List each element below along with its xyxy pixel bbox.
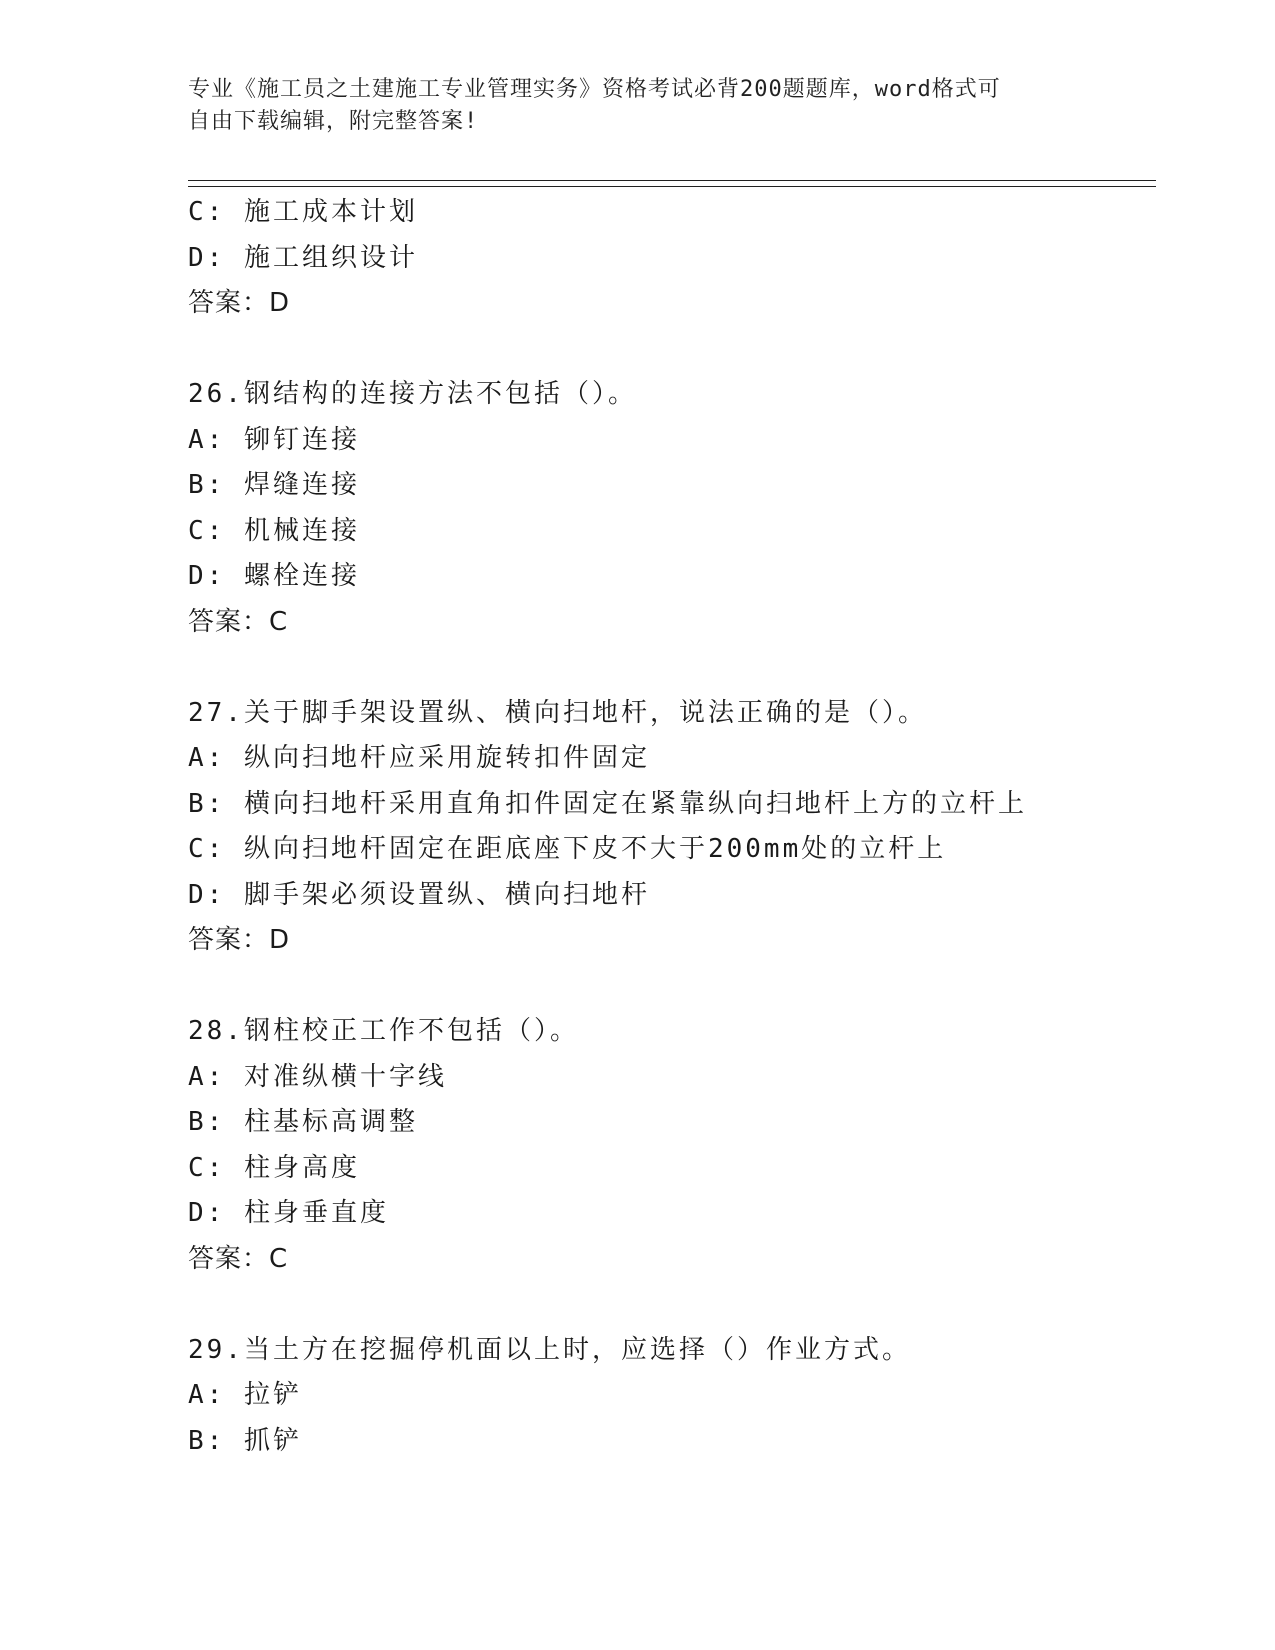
option-c: C: 机械连接 (188, 515, 360, 546)
option-c: C: 施工成本计划 (188, 197, 418, 227)
answer: 答案：C (188, 606, 289, 637)
question-26 (188, 372, 1148, 645)
answer: 答案：C (188, 1243, 289, 1274)
option-c: C: 柱身高度 (188, 1152, 360, 1183)
option-a: A: 对准纵横十字线 (188, 1061, 447, 1092)
answer: 答案：D (188, 925, 291, 955)
header-double-rule (188, 180, 1156, 187)
option-d: D: 螺栓连接 (188, 561, 360, 591)
question-content (188, 190, 1148, 1464)
header-line-1: 专业《施工员之土建施工专业管理实务》资格考试必背200题题库，word格式可 (188, 77, 1001, 102)
header-line-2: 自由下载编辑，附完整答案! (188, 109, 479, 134)
document-header (188, 74, 1068, 138)
question-stem: 28.钢柱校正工作不包括（）。 (188, 1016, 579, 1046)
question-27 (188, 691, 1148, 964)
option-a: A: 纵向扫地杆应采用旋转扣件固定 (188, 743, 650, 773)
option-c: C: 纵向扫地杆固定在距底座下皮不大于200mm处的立杆上 (188, 834, 947, 864)
spacer (188, 1282, 1148, 1328)
option-d: D: 脚手架必须设置纵、横向扫地杆 (188, 879, 650, 910)
spacer (188, 327, 1148, 373)
option-a: A: 拉铲 (188, 1380, 302, 1410)
option-b: B: 抓铲 (188, 1425, 302, 1456)
answer: 答案：D (188, 288, 291, 318)
option-a: A: 铆钉连接 (188, 424, 360, 455)
option-b: B: 柱基标高调整 (188, 1107, 418, 1137)
option-b: B: 横向扫地杆采用直角扣件固定在紧靠纵向扫地杆上方的立杆上 (188, 788, 1027, 819)
question-stem: 29.当土方在挖掘停机面以上时，应选择（）作业方式。 (188, 1334, 911, 1365)
option-d: D: 施工组织设计 (188, 242, 418, 273)
question-stem: 26.钢结构的连接方法不包括（）。 (188, 379, 637, 409)
spacer (188, 645, 1148, 691)
question-28 (188, 1009, 1148, 1282)
question-25-continued (188, 190, 1148, 327)
option-d: D: 柱身垂直度 (188, 1198, 389, 1228)
spacer (188, 964, 1148, 1010)
question-stem: 27.关于脚手架设置纵、横向扫地杆，说法正确的是（）。 (188, 697, 927, 728)
question-29 (188, 1328, 1148, 1465)
option-b: B: 焊缝连接 (188, 470, 360, 500)
